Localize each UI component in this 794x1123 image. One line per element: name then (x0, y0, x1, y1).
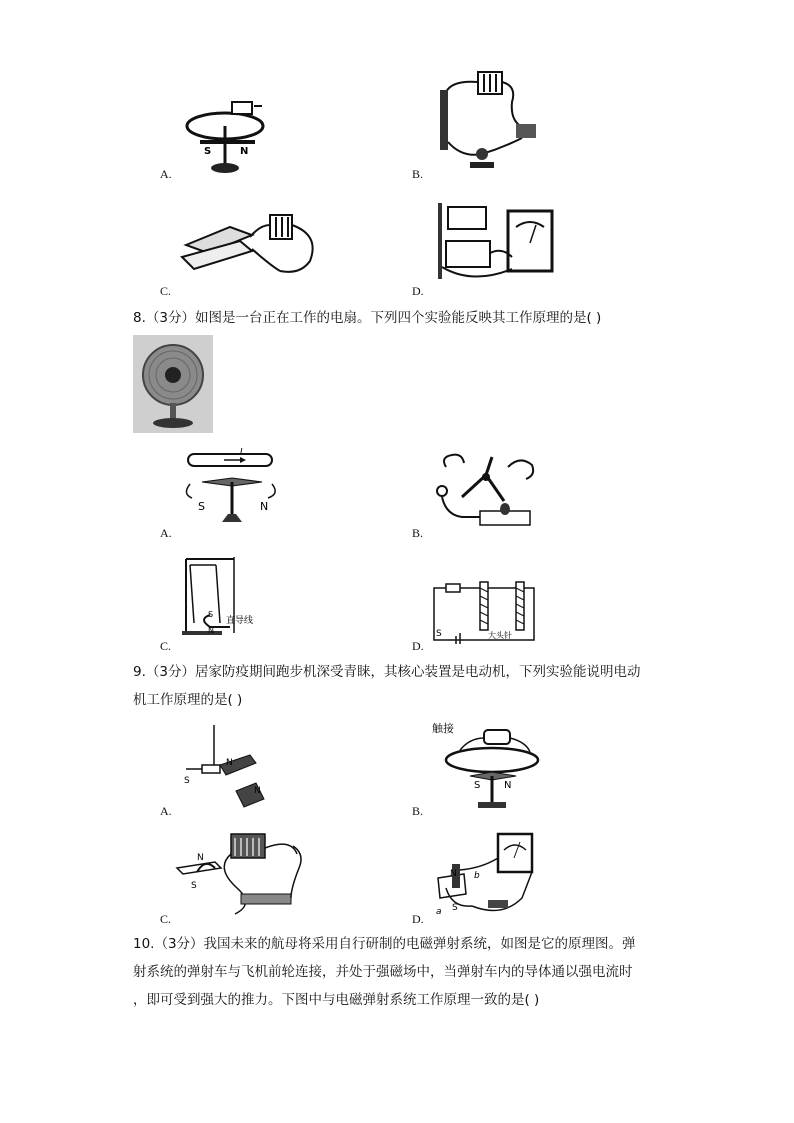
q8-figure-b (432, 445, 544, 541)
q8-fan-photo (133, 335, 213, 437)
q9a-n1-label: N (226, 758, 233, 768)
q9d-n-label: N (450, 869, 457, 879)
q8-question-text: 8.（3分）如图是一台正在工作的电扇。下列四个实验能反映其工作原理的是( ) (133, 310, 602, 326)
q9-option-c[interactable]: C. (160, 912, 172, 926)
q10-question-line2: 射系统的弹射车与飞机前轮连接，并处于强磁场中，当弹射车内的导体通以强电流时 (133, 964, 633, 980)
q8a-s-label: S (198, 500, 205, 513)
q9d-b-label: b (474, 871, 480, 881)
q9-figure-a (180, 725, 280, 814)
q8-option-b[interactable]: B. (412, 526, 424, 540)
q9d-a-label: a (436, 907, 442, 917)
q8-figure-d (430, 578, 542, 648)
q7a-s-label: S (204, 146, 212, 157)
q9c-n-label: N (197, 853, 204, 863)
q8-figure-c (180, 553, 290, 642)
q7-figure-b (432, 62, 552, 178)
q8d-s-label: S (436, 629, 442, 639)
q8-option-a[interactable]: A. (160, 526, 172, 540)
q8a-n-label: N (260, 500, 269, 513)
q10-question-line1: 10.（3分）我国未来的航母将采用自行研制的电磁弹射系统，如图是它的原理图。弹 (133, 936, 636, 952)
q9-option-a[interactable]: A. (160, 804, 172, 818)
q9-question-line2: 机工作原理的是( ) (133, 692, 243, 708)
q9b-s-label: S (474, 780, 481, 791)
q8d-pin-label: 大头针 (488, 631, 512, 640)
q7-option-c[interactable]: C. (160, 284, 172, 298)
q9b-touch-label: 触接 (432, 722, 454, 735)
q9-figure-b (430, 720, 545, 816)
q9a-s-label: S (184, 776, 190, 786)
q9a-n2-label: N (254, 786, 261, 796)
q9b-n-label: N (504, 780, 512, 791)
q8c-wire-label: 直导线 (226, 616, 254, 626)
q9-option-b[interactable]: B. (412, 804, 424, 818)
q8c-s-label: S (208, 610, 214, 619)
q10-question-line3: ，即可受到强大的推力。下图中与电磁弹射系统工作原理一致的是( ) (133, 992, 540, 1008)
q7-option-d[interactable]: D. (412, 284, 424, 298)
q7-figure-c (180, 205, 330, 289)
q9-option-d[interactable]: D. (412, 912, 424, 926)
q8c-n-label: N (208, 626, 214, 635)
q7a-n-label: N (240, 146, 249, 157)
q8a-current-label: I (240, 448, 243, 457)
q9-figure-d (432, 828, 552, 927)
q9-figure-c (175, 828, 325, 922)
q9c-s-label: S (191, 881, 197, 891)
q9d-s-label: S (452, 903, 458, 913)
q7-option-b[interactable]: B. (412, 167, 424, 181)
q8-option-d[interactable]: D. (412, 639, 424, 653)
q9-question-line1: 9.（3分）居家防疫期间跑步机深受青睐，其核心装置是电动机，下列实验能说明电动 (133, 664, 641, 680)
q7-figure-d (432, 197, 562, 289)
q7-figure-a (180, 96, 280, 182)
q7-option-a[interactable]: A. (160, 167, 172, 181)
q8-option-c[interactable]: C. (160, 639, 172, 653)
q8-figure-a (180, 448, 280, 534)
